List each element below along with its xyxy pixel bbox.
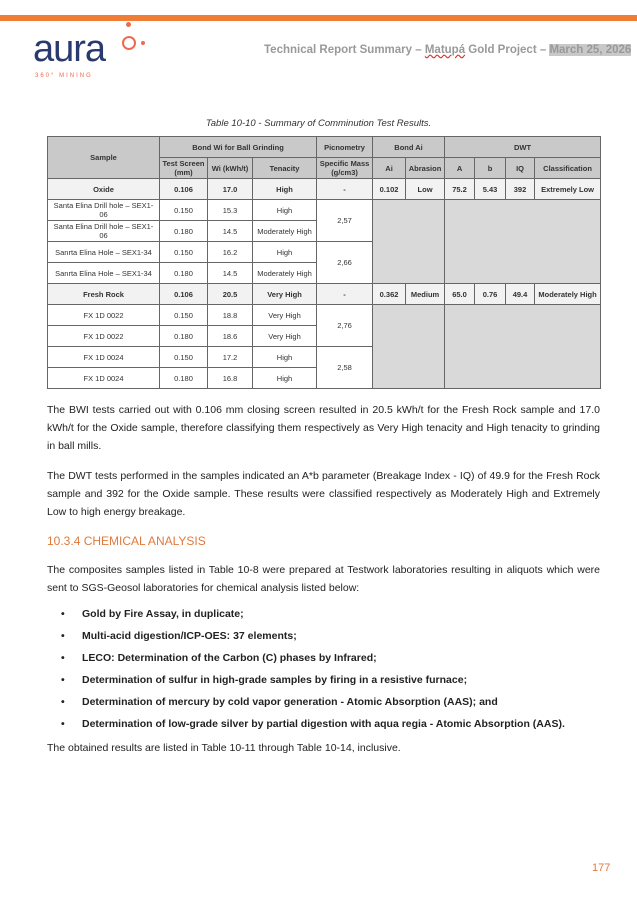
table-cell: High	[253, 179, 317, 200]
table-cell: 0.150	[160, 347, 208, 368]
table-cell: Fresh Rock	[48, 284, 160, 305]
table-cell: Test Screen (mm)	[160, 158, 208, 179]
list-item: • Determination of mercury by cold vapor generation - Atomic Absorption (AAS); and	[47, 691, 600, 713]
table-cell: Sanrta Elina Hole – SEX1-34	[48, 242, 160, 263]
table-cell: 0.150	[160, 242, 208, 263]
table-cell: 20.5	[208, 284, 253, 305]
list-item: • Multi-acid digestion/ICP-OES: 37 elements;	[47, 625, 600, 647]
table-cell: Abrasion	[406, 158, 445, 179]
table-cell: Sanrta Elina Hole – SEX1-34	[48, 263, 160, 284]
table-cell: 18.8	[208, 305, 253, 326]
body-content	[47, 136, 600, 757]
table-cell: 5.43	[475, 179, 506, 200]
table-cell: 17.0	[208, 179, 253, 200]
table-cell: Wi (kWh/t)	[208, 158, 253, 179]
paragraph-composites: The composites samples listed in Table 10-8 were prepared at Testwork laboratories resulting in aliquots which were sent to SGS-Geosol laboratories for chemical analysis listed below:	[47, 564, 600, 594]
table-cell: Santa Elina Drill hole – SEX1-06	[48, 200, 160, 221]
table-row	[48, 179, 601, 200]
list-item: • LECO: Determination of the Carbon (C) phases by Infrared;	[47, 647, 600, 669]
table-row	[48, 305, 601, 326]
table-cell: Classification	[535, 158, 601, 179]
table-cell: -	[317, 179, 373, 200]
table-cell: 0.180	[160, 368, 208, 389]
table-cell: 14.5	[208, 221, 253, 242]
table-cell: Moderately High	[253, 221, 317, 242]
table-cell: Ai	[373, 158, 406, 179]
table-cell: Extremely Low	[535, 179, 601, 200]
section-heading: 10.3.4 CHEMICAL ANALYSIS	[47, 534, 206, 548]
table-cell: 65.0	[445, 284, 475, 305]
table-cell: Specific Mass (g/cm3)	[317, 158, 373, 179]
table-cell: Santa Elina Drill hole – SEX1-06	[48, 221, 160, 242]
paragraph-bwi: The BWI tests carried out with 0.106 mm closing screen resulted in 20.5 kWh/t for the Fresh Rock sample and 17.0 kWh/t for the Oxide sample, therefore classifying them respectively as Very High tenacity and High tenacity to grinding in ball mills.	[47, 404, 600, 452]
table-cell: FX 1D 0024	[48, 347, 160, 368]
table-cell: 0.180	[160, 326, 208, 347]
table-cell: 75.2	[445, 179, 475, 200]
table-cell: 0.362	[373, 284, 406, 305]
page-number: 177	[592, 862, 611, 874]
table-cell: Oxide	[48, 179, 160, 200]
table-cell: 2,57	[317, 200, 373, 242]
table-cell: 0.106	[160, 284, 208, 305]
list-item: • Determination of sulfur in high-grade samples by firing in a resistive furnace;	[47, 669, 600, 691]
table-row	[48, 284, 601, 305]
table-cell: Very High	[253, 326, 317, 347]
table-cell: Medium	[406, 284, 445, 305]
table-cell: Moderately High	[253, 263, 317, 284]
table-cell: High	[253, 200, 317, 221]
table-cell: 0.106	[160, 179, 208, 200]
table-cell: High	[253, 368, 317, 389]
table-cell: 16.8	[208, 368, 253, 389]
table-cell: 0.180	[160, 263, 208, 284]
empty-cell	[445, 305, 601, 389]
table-cell: High	[253, 242, 317, 263]
paragraph-dwt: The DWT tests performed in the samples indicated an A*b parameter (Breakage Index - IQ) of 49.9 for the Fresh Rock sample and 392 for the Oxide sample. These results were classified respectively as Moderately High and Extremely Low to high energy breakage.	[47, 470, 600, 518]
table-cell: 14.5	[208, 263, 253, 284]
table-cell: IQ	[506, 158, 535, 179]
empty-cell	[373, 305, 445, 389]
table-cell: 2,76	[317, 305, 373, 347]
table-cell: 17.2	[208, 347, 253, 368]
comminution-table: Sample Bond Wi for Ball Grinding Picnometry Bond Ai DWT Test Screen (mm) Wi (kWh/t) Tenacity Specific Mass (g/cm3) Ai Abrasion A b IQ Classification Oxide 0.106 17.0 High - 0.102 Low 75.2 5.43 392 Extremely Low Santa Elina Drill hole – SEX1-06 0.150 15.3 High 2,57 Santa Elina Drill hole – SEX1-06 0.180 14.5 Moderately High Sanrta Elina Hole – SEX1-34 0.150 16.2 High 2,66 Sanrta Elina Hole – SEX1-34 0.180 14.5 Moderately High Fresh Rock 0.106 20.5 Very High - 0.362 Medium 65.0 0.76 49.4 Moderately High FX 1D 0022 0.150 18.8 Very High 2,76 FX 1D 0022 0.180 18.6 Very High FX 1D 0024 0.150 17.2 High 2,58 FX 1D 0024 0.180 16.8 High	[47, 136, 601, 389]
table-cell: 0.180	[160, 221, 208, 242]
table-cell: 0.150	[160, 305, 208, 326]
table-cell: Moderately High	[535, 284, 601, 305]
table-cell: 392	[506, 179, 535, 200]
table-cell: FX 1D 0022	[48, 326, 160, 347]
table-cell: 18.6	[208, 326, 253, 347]
table-cell: FX 1D 0022	[48, 305, 160, 326]
empty-cell	[373, 200, 445, 284]
analysis-list	[47, 603, 600, 735]
table-cell: Very High	[253, 284, 317, 305]
table-cell: 2,58	[317, 347, 373, 389]
table-cell: Low	[406, 179, 445, 200]
table-cell: Very High	[253, 305, 317, 326]
table-cell: b	[475, 158, 506, 179]
list-item: • Gold by Fire Assay, in duplicate;	[47, 603, 600, 625]
running-header: Technical Report Summary – Matupá Gold Project – March 25, 2026	[264, 44, 632, 56]
aura-logo: aura 360° MINING	[33, 22, 123, 82]
table-cell: Tenacity	[253, 158, 317, 179]
header-bar	[0, 15, 637, 21]
table-cell: 15.3	[208, 200, 253, 221]
paragraph-results: The obtained results are listed in Table 10-11 through Table 10-14, inclusive.	[47, 742, 401, 754]
table-cell: High	[253, 347, 317, 368]
table-cell: 0.102	[373, 179, 406, 200]
table-cell: 0.76	[475, 284, 506, 305]
table-caption: Table 10-10 - Summary of Comminution Test Results.	[205, 118, 432, 129]
table-cell: FX 1D 0024	[48, 368, 160, 389]
table-cell: 49.4	[506, 284, 535, 305]
list-item: • Determination of low-grade silver by partial digestion with aqua regia - Atomic Absorption (AAS).	[47, 713, 600, 735]
table-row	[48, 200, 601, 221]
table-cell: 16.2	[208, 242, 253, 263]
empty-cell	[445, 200, 601, 284]
table-cell: -	[317, 284, 373, 305]
table-cell: A	[445, 158, 475, 179]
table-cell: 0.150	[160, 200, 208, 221]
table-cell: 2,66	[317, 242, 373, 284]
